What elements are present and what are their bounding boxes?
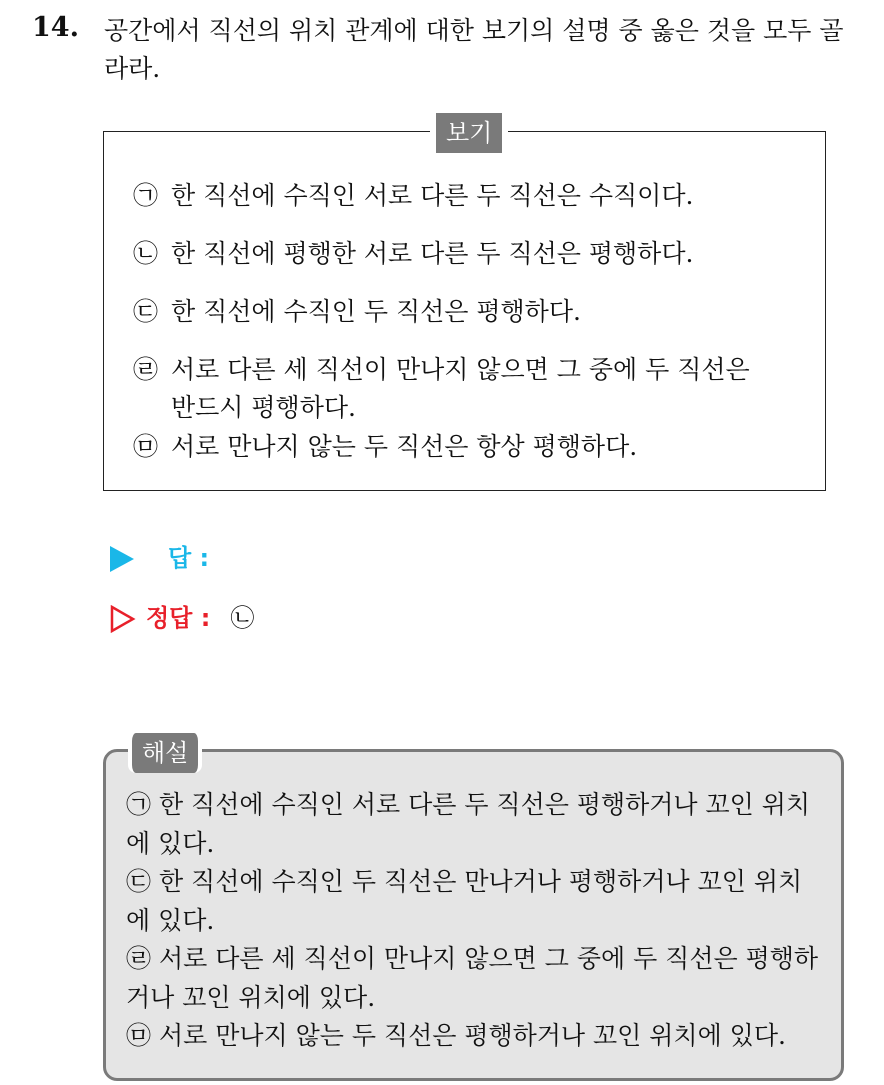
solution-line: ㉤ 서로 만나지 않는 두 직선은 평행하거나 꼬인 위치에 있다. [126,1021,786,1050]
bogi-item [133,428,813,466]
bogi-item [133,177,813,215]
bogi-item-mark: ㉠ [133,181,159,210]
bogi-item-text: 서로 다른 세 직선이 만나지 않으면 그 중에 두 직선은 반드시 평행하다. [171,355,750,422]
bogi-item-text: 한 직선에 수직인 서로 다른 두 직선은 수직이다. [171,181,694,210]
bogi-item-mark: ㉤ [133,432,159,461]
bogi-item [133,351,813,427]
outline-triangle-icon [110,605,136,633]
answer-row [110,538,209,573]
bogi-label: 보기 [430,113,508,153]
correct-answer-label: 정답 : [146,604,211,632]
question-number: 14. [32,12,79,43]
bogi-item-text: 서로 만나지 않는 두 직선은 항상 평행하다. [171,432,638,461]
answer-label: 답 : [168,544,210,572]
solution-text [126,786,826,1056]
bogi-item-text: 한 직선에 수직인 두 직선은 평행하다. [171,297,581,326]
solution-line: ㉠ 한 직선에 수직인 서로 다른 두 직선은 평행하거나 꼬인 위치에 있다. [126,790,811,858]
solution-label: 해설 [128,733,202,773]
bogi-item-mark: ㉣ [133,355,159,384]
play-triangle-icon [110,546,134,572]
correct-answer-value: ㉡ [230,604,255,632]
bogi-item [133,235,813,273]
correct-answer-row [110,598,254,633]
question-text: 공간에서 직선의 위치 관계에 대한 보기의 설명 중 옳은 것을 모두 골라라. [104,16,844,83]
bogi-item-text: 한 직선에 평행한 서로 다른 두 직선은 평행하다. [171,239,694,268]
bogi-item [133,293,813,331]
bogi-item-mark: ㉡ [133,239,159,268]
solution-line: ㉣ 서로 다른 세 직선이 만나지 않으면 그 중에 두 직선은 평행하거나 꼬인 위치에 있다. [126,944,819,1012]
solution-line: ㉢ 한 직선에 수직인 두 직선은 만나거나 평행하거나 꼬인 위치에 있다. [126,867,803,935]
bogi-item-mark: ㉢ [133,297,159,326]
